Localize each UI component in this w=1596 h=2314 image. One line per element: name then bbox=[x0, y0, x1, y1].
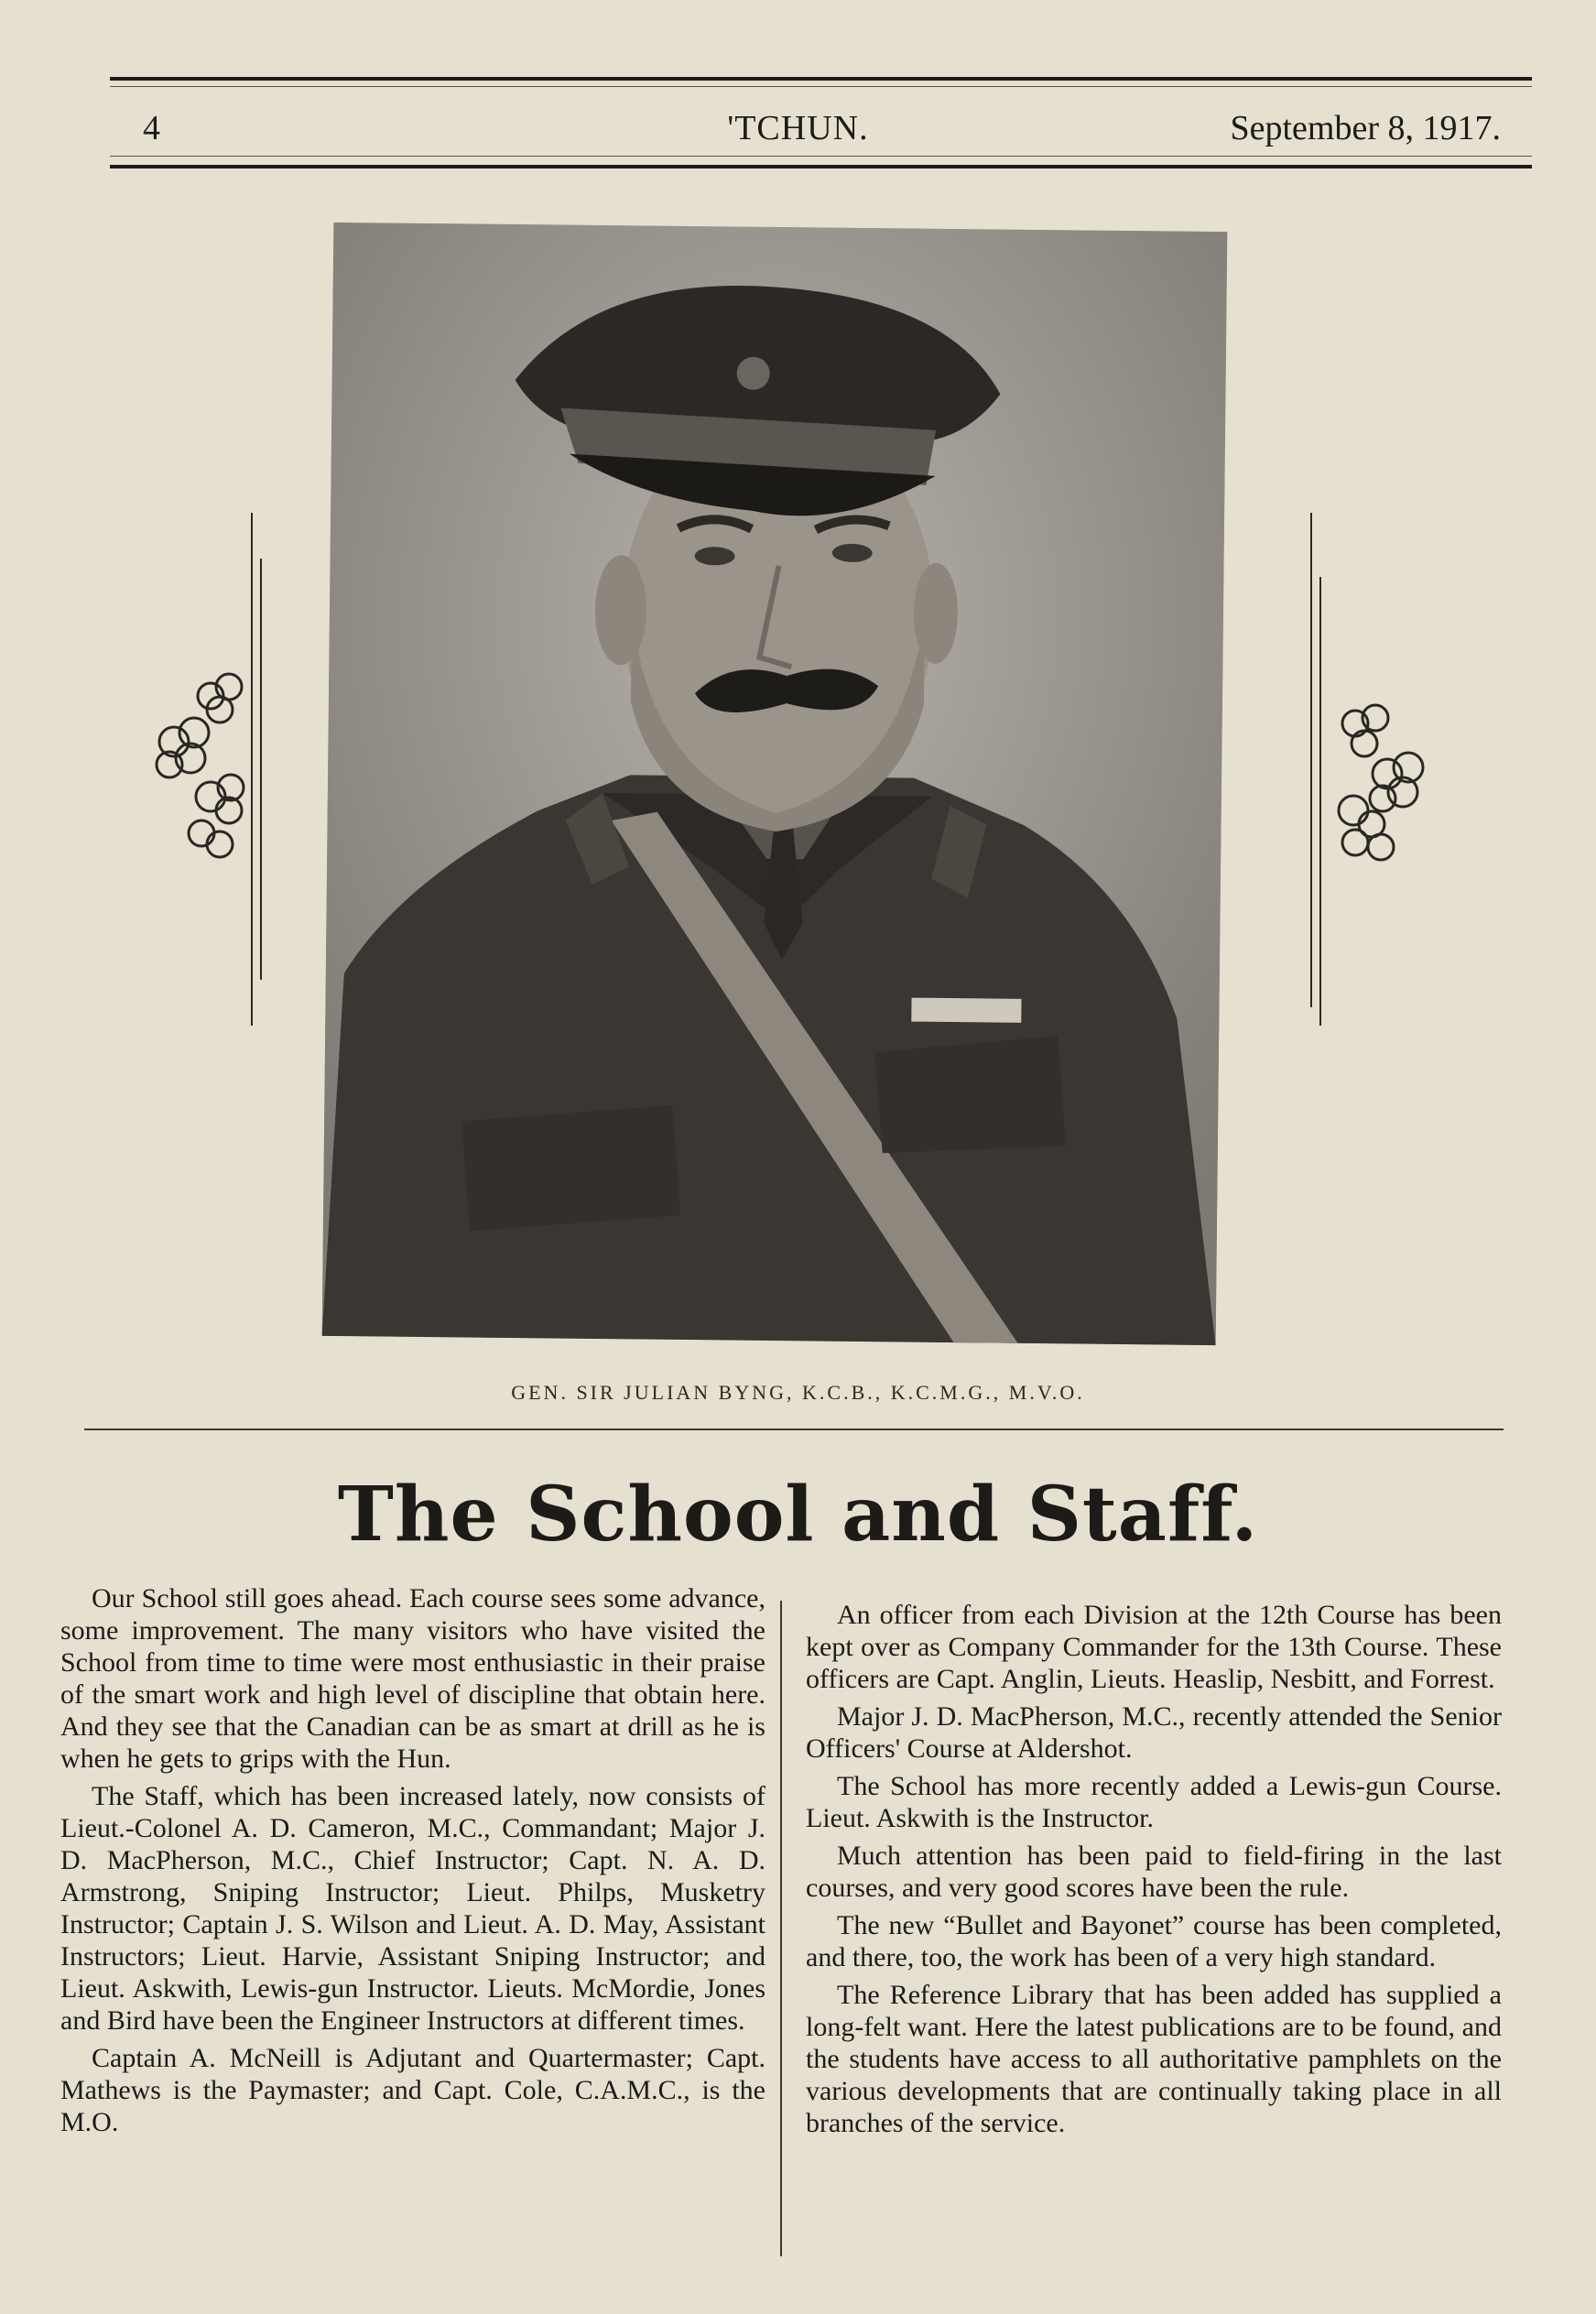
paragraph: The new “Bullet and Bayonet” course has been completed, and there, too, the work has been of a very high standard. bbox=[806, 1910, 1502, 1972]
article-column-left bbox=[60, 1582, 765, 2144]
paragraph: Much attention has been paid to field-firing in the last courses, and very good scores have been the rule. bbox=[806, 1841, 1502, 1903]
header-rule-thin bbox=[110, 86, 1532, 87]
caption-rule bbox=[84, 1429, 1504, 1430]
paragraph: An officer from each Division at the 12th Course has been kept over as Company Commander for the 13th Course. These officers are Capt. Anglin, Lieuts. Heaslip, Nesbitt, and Forrest. bbox=[806, 1600, 1502, 1694]
paragraph: The Staff, which has been increased lately, now consists of Lieut.-Colonel A. D. Cameron, M.C., Commandant; Major J. D. MacPherson, M.C., Chief Instructor; Capt. N. A. D. Armstrong, Sniping Instructor; Lieut. Philps, Musketry Instructor; Captain J. S. Wilson and Lieut. A. D. May, Assistant Instructors; Lieut. Harvie, Assistant Sniping Instructor; and Lieut. Askwith, Lewis-gun Instructor. Lieuts. McMordie, Jones and Bird have been the Engineer Instructors at different times. bbox=[60, 1781, 765, 2036]
issue-date: September 8, 1917. bbox=[1230, 109, 1501, 147]
column-divider bbox=[780, 1601, 782, 2256]
header-rule-top bbox=[110, 77, 1532, 81]
floral-ornament-left bbox=[128, 513, 266, 1026]
paragraph: The School has more recently added a Lewis-gun Course. Lieut. Askwith is the Instructor. bbox=[806, 1771, 1502, 1833]
floral-ornament-right bbox=[1300, 513, 1438, 1026]
portrait-photo bbox=[322, 223, 1228, 1345]
paragraph: Captain A. McNeill is Adjutant and Quartermaster; Capt. Mathews is the Paymaster; and Capt. Cole, C.A.M.C., is the M.O. bbox=[60, 2043, 765, 2137]
header-rule-thin-bottom bbox=[110, 156, 1532, 157]
paragraph: The Reference Library that has been added has supplied a long-felt want. Here the latest publications are to be found, and the students have access to all authoritative pamphlets on the various developments that are continually taking place in all branches of the service. bbox=[806, 1980, 1502, 2138]
header-rule-bottom bbox=[110, 165, 1532, 168]
article-headline: The School and Staff. bbox=[337, 1471, 1259, 1559]
article-column-right bbox=[806, 1599, 1502, 2145]
paragraph: Our School still goes ahead. Each course sees some advance, some improvement. The many visitors who have visited the School from time to time were most enthusiastic in their praise of the smart work and high level of discipline that obtain here. And they see that the Canadian can be as smart at drill as he is when he gets to grips with the Hun. bbox=[60, 1583, 765, 1774]
portrait-caption: GEN. SIR JULIAN BYNG, K.C.B., K.C.M.G., M.V.O. bbox=[511, 1381, 1085, 1404]
publication-title: 'TCHUN. bbox=[727, 109, 869, 147]
page-number: 4 bbox=[143, 109, 160, 147]
paragraph: Major J. D. MacPherson, M.C., recently attended the Senior Officers' Course at Aldershot. bbox=[806, 1701, 1502, 1764]
